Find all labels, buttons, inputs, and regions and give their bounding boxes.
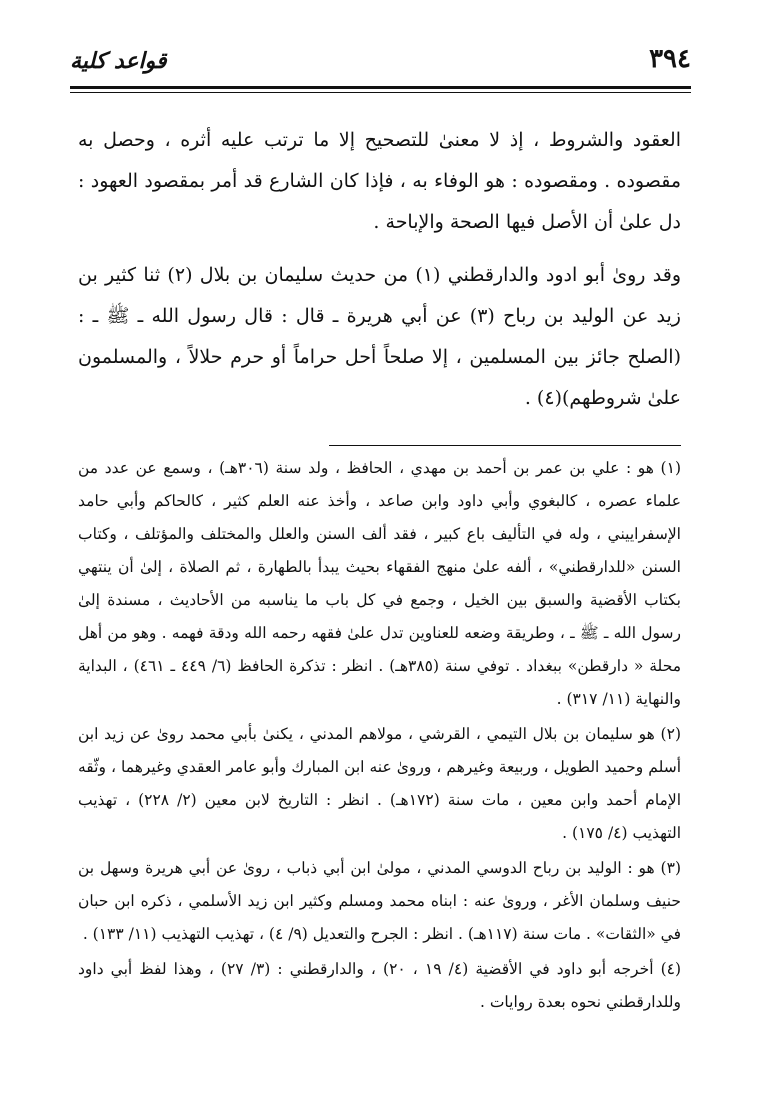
footnote-2: (٢) هو سليمان بن بلال التيمي ، القرشي ، مولاهم المدني ، يكنىٰ بأبي محمد روىٰ عن زيد ابن أسلم وحميد الطويل ، وربيعة وغيرهم ، وروىٰ عنه ابن المبارك وأبو عامر العقدي وغيرهما ، وثّقه الإمام أحمد وابن معين ، مات سنة (١٧٢هـ) . انظر : التاريخ لابن معين (٢/ ٢٢٨) ، تهذيب التهذيب (٤/ ١٧٥) . (78, 725, 682, 842)
footnote-3: (٣) هو : الوليد بن رباح الدوسي المدني ، مولىٰ ابن أبي ذباب ، روىٰ عن أبي هريرة وسهل بن حنيف وسلمان الأغر ، وروىٰ عنه : ابناه محمد ومسلم وكثير ابن زيد الأسلمي ، ذكره ابن حبان في «الثقات» . مات سنة (١١٧هـ) . انظر : الجرح والتعديل (٩/ ٤) ، تهذيب التهذيب (١١/ ١٣٣) . (78, 859, 681, 943)
book-title: قواعد كلية (70, 48, 167, 74)
main-text (78, 120, 681, 431)
page-header (70, 40, 691, 80)
main-paragraph: العقود والشروط ، إذ لا معنىٰ للتصحيح إلا ما ترتب عليه أثره ، وحصل به مقصوده . ومقصوده : هو الوفاء به ، فإذا كان الشارع قد أمر بمقصود العهود : دل علىٰ أن الأصل فيها الصحة والإباحة . (78, 129, 681, 233)
header-rule (70, 86, 691, 93)
footnote-separator (329, 445, 681, 446)
footnote-1: (١) هو : علي بن عمر بن أحمد بن مهدي ، الحافظ ، ولد سنة (٣٠٦هـ) ، وسمع عن عدد من علماء عصره ، كالبغوي وأبي داود وابن صاعد ، وأخذ عنه العلم كثير ، كالحاكم وأبي حامد الإسفراييني ، وله في التأليف باع كبير ، فقد ألف السنن والعلل والمختلف والمؤتلف ، وكتاب السنن «للدارقطني» ، ألفه علىٰ منهج الفقهاء بحيث يبدأ بالطهارة ، ثم الصلاة ، إلىٰ أن ينتهي بكتاب الأقضية والسبق بين الخيل ، وجمع في كل باب ما يناسبه من الأحاديث ، مسندة إلىٰ رسول الله ـ ﷺ ـ ، وطريقة وضعه للعناوين تدل علىٰ فقهه رحمه الله ودقة فهمه . وهو من أهل محلة « دارقطن» ببغداد . توفي سنة (٣٨٥هـ) . انظر : تذكرة الحافظ (٦/ ٤٤٩ ـ ٤٦١) ، البداية والنهاية (١١/ ٣١٧) . (78, 459, 681, 708)
main-paragraph: وقد رویٰ أبو ادود والدارقطني (١) من حديث سليمان بن بلال (٢) ثنا كثير بن زيد عن الوليد بن رباح (٣) عن أبي هريرة ـ قال : قال رسول الله ـ ﷺ ـ : (الصلح جائز بين المسلمين ، إلا صلحاً أحل حراماً أو حرم حلالاً ، والمسلمون علىٰ شروطهم)(٤) . (78, 264, 682, 409)
footnotes (78, 452, 681, 1021)
page-number: ٣٩٤ (649, 44, 691, 74)
footnote-4: (٤) أخرجه أبو داود في الأقضية (٤/ ١٩ ، ٢٠) ، والدارقطني : (٣/ ٢٧) ، وهذا لفظ أبي داود وللدارقطني نحوه بعدة روايات . (78, 960, 682, 1011)
